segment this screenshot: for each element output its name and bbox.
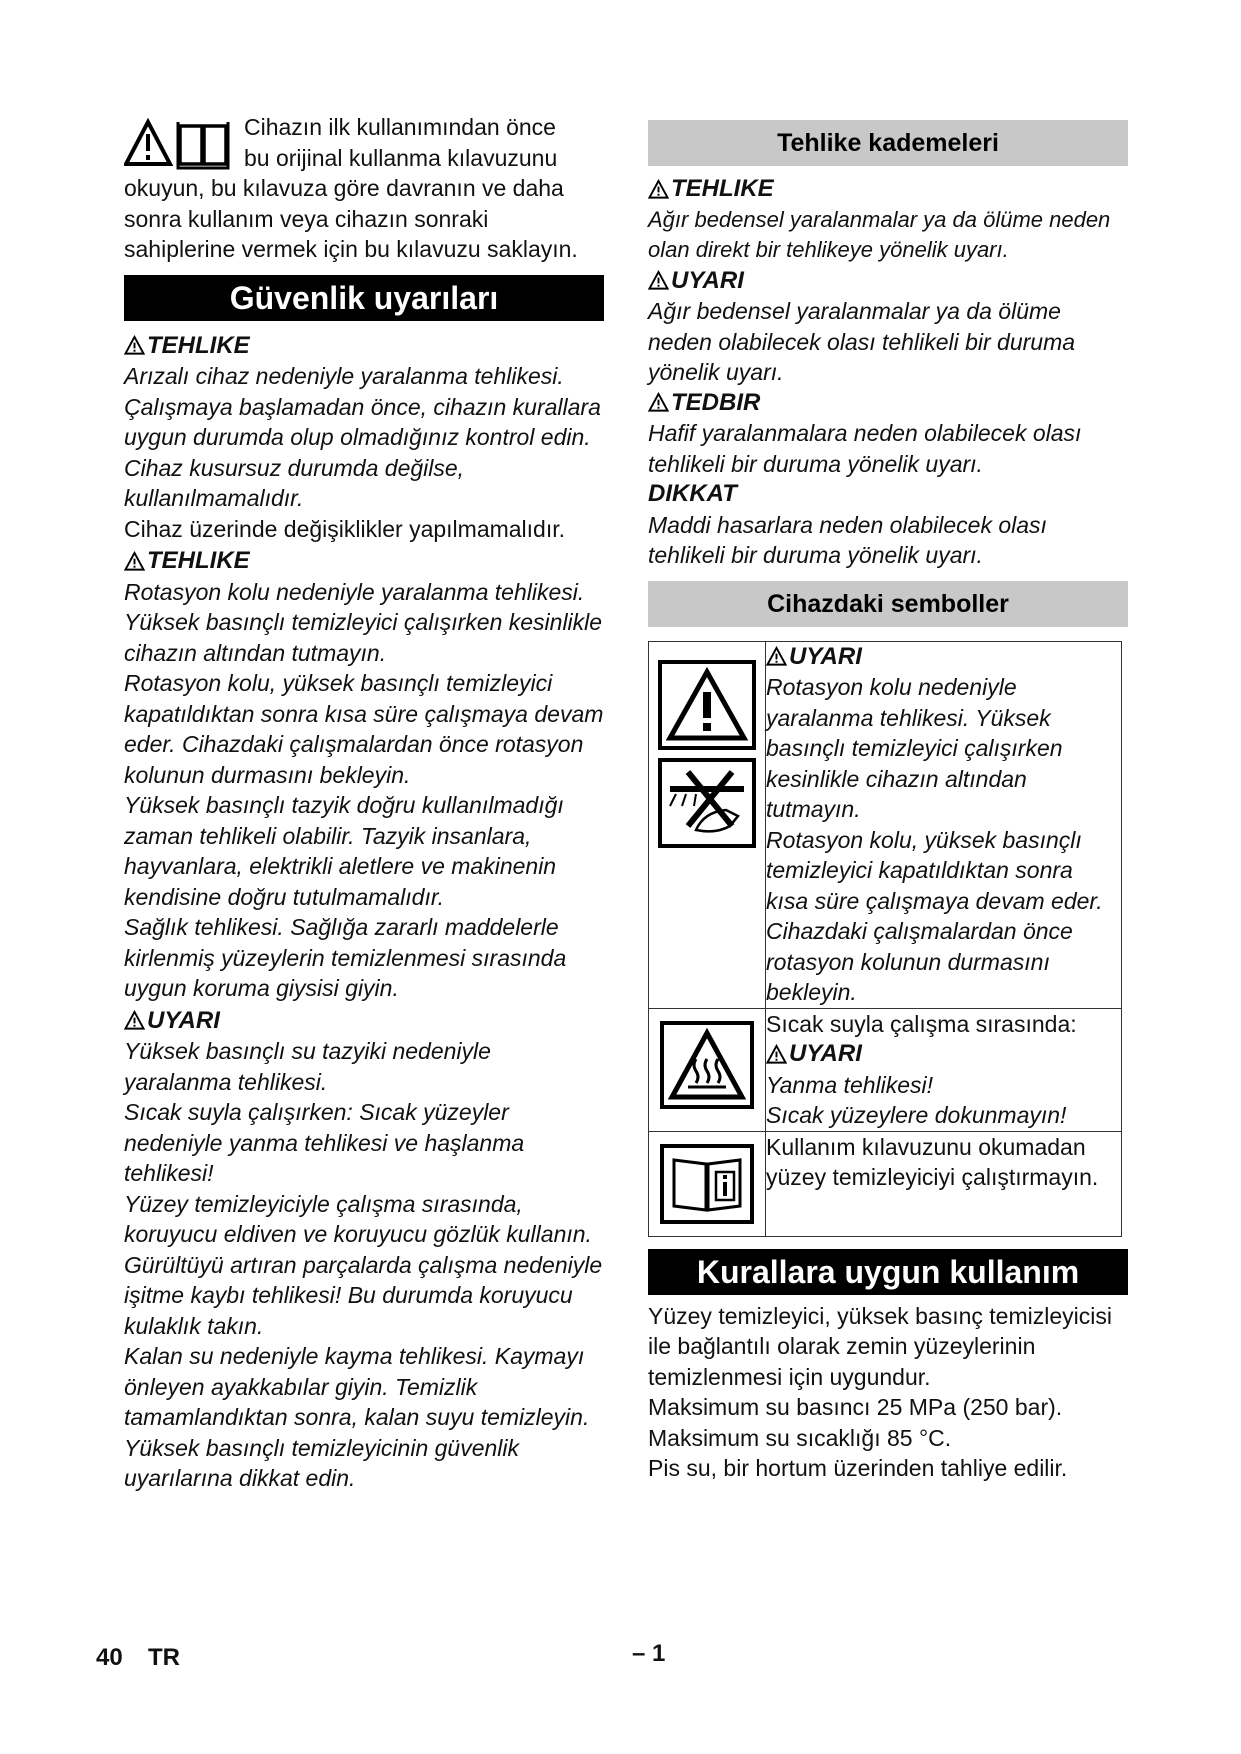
symbol-hot-text: Sıcak yüzeylere dokunmayın! [766, 1102, 1067, 1128]
danger-paragraph: Sağlık tehlikesi. Sağlığa zararlı maddelerle kirlenmiş yüzeylerin temizlenmesi sırasında uygun koruma giysisi giyin. [124, 914, 567, 1001]
danger-note: Cihaz üzerinde değişiklikler yapılmamalıdır. [124, 515, 566, 542]
usage-paragraph: Pis su, bir hortum üzerinden tahliye edilir. [648, 1455, 1068, 1481]
symbol-icon-cell [649, 1008, 766, 1131]
usage-paragraph: Maksimum su sıcaklığı 85 °C. [648, 1424, 952, 1451]
warning-manual-icon [124, 118, 230, 172]
level-label-danger: TEHLIKE [671, 175, 774, 202]
warning-paragraph: Gürültüyü artıran parçalarda çalışma nedeniyle işitme kaybı tehlikesi! Bu durumda koruyucu kulaklık takın. [124, 1251, 603, 1339]
section-heading-intended-use: Kurallara uygun kullanım [648, 1249, 1128, 1295]
symbol-manual-text: Kullanım kılavuzunu okumadan yüzey temizleyiciyi çalıştırmayın. [766, 1133, 1099, 1190]
section-heading-symbols: Cihazdaki semboller [648, 581, 1128, 627]
symbol-text-cell [766, 641, 1122, 1008]
footer-center-number: – 1 [632, 1640, 666, 1667]
intro-line-2: bu orijinal kullanma kılavuzunu [244, 144, 558, 171]
level-label-notice: DIKKAT [648, 480, 737, 507]
danger-label: TEHLIKE [147, 547, 250, 574]
hot-surface-icon [660, 1021, 754, 1109]
warning-paragraph: Yüksek basınçlı su tazyiki nedeniyle yaralanma tehlikesi. [124, 1038, 491, 1095]
symbol-row [649, 1008, 1122, 1131]
right-column [648, 120, 1128, 1484]
warning-label: UYARI [147, 1006, 220, 1034]
warning-triangle-icon [648, 392, 669, 413]
symbol-warning-text: Rotasyon kolu nedeniyle yaralanma tehlikesi. Yüksek basınçlı temizleyici çalışırken kesinlikle cihazın altından tutmayın. [766, 674, 1063, 822]
danger-paragraph: Rotasyon kolu nedeniyle yaralanma tehlikesi. Yüksek basınçlı temizleyici çalışırken kesinlikle cihazın altından tutmayın. [124, 578, 603, 666]
warning-triangle-icon [766, 1044, 787, 1065]
symbol-warning-label: UYARI [789, 642, 862, 670]
language-code: TR [148, 1644, 180, 1671]
hazard-levels [648, 174, 1128, 571]
warning-paragraph: Yüzey temizleyiciyle çalışma sırasında, koruyucu eldiven ve koruyucu gözlük kullanın. [124, 1190, 592, 1247]
section-heading-safety: Güvenlik uyarıları [124, 275, 604, 321]
warning-triangle-icon [648, 270, 669, 291]
warning-block [124, 1006, 604, 1494]
intro-text: okuyun, bu kılavuza göre davranın ve daha sonra kullanım veya cihazın sonraki sahiplerine vermek için bu kılavuzu saklayın. [124, 175, 578, 262]
symbol-row [649, 641, 1122, 1008]
level-text-notice: Maddi hasarlara neden olabilecek olası tehlikeli bir duruma yönelik uyarı. [648, 511, 1047, 568]
warning-triangle-icon [124, 335, 145, 356]
danger-block-1 [124, 331, 604, 545]
warning-rotation-arm-icon [658, 660, 756, 850]
symbol-hot-text: Yanma tehlikesi! [766, 1071, 934, 1098]
symbol-text-cell [766, 1008, 1122, 1131]
symbol-row [649, 1131, 1122, 1236]
usage-paragraph: Maksimum su basıncı 25 MPa (250 bar). [648, 1394, 1063, 1420]
warning-triangle-icon [648, 179, 669, 200]
warning-triangle-icon [766, 646, 787, 667]
warning-triangle-icon [124, 551, 145, 572]
section-heading-hazard-levels: Tehlike kademeleri [648, 120, 1128, 166]
left-column [124, 112, 604, 1494]
danger-block-2 [124, 546, 604, 1004]
level-text-caution: Hafif yaralanmalara neden olabilecek olası tehlikeli bir duruma yönelik uyarı. [648, 420, 1082, 477]
danger-paragraph: Yüksek basınçlı tazyik doğru kullanılmadığı zaman tehlikeli olabilir. Tazyik insanlara, hayvanlara, elektrikli aletlere ve makinenin kendisine doğru tutulmamalıdır. [124, 792, 564, 910]
level-text-danger: Ağır bedensel yaralanmalar ya da ölüme neden olan direkt bir tehlikeye yönelik uyarı. [648, 206, 1111, 262]
intro-line-1: Cihazın ilk kullanımından önce [244, 114, 556, 140]
warning-triangle-icon [124, 1010, 145, 1031]
danger-label: TEHLIKE [147, 331, 250, 359]
warning-paragraph: Kalan su nedeniyle kayma tehlikesi. Kaymayı önleyen ayakkabılar giyin. Temizlik tamamlandıktan sonra, kalan suyu temizleyin. [124, 1343, 590, 1430]
danger-paragraph: Rotasyon kolu, yüksek basınçlı temizleyici kapatıldıktan sonra kısa süre çalışmaya devam eder. Cihazdaki çalışmalardan önce rotasyon kolunun durmasını bekleyin. [124, 670, 604, 788]
symbol-warning-text: Rotasyon kolu, yüksek basınçlı temizleyici kapatıldıktan sonra kısa süre çalışmaya devam eder. Cihazdaki çalışmalardan önce rotasyon kolunun durmasını bekleyin. [766, 826, 1103, 1005]
read-manual-icon [660, 1144, 754, 1224]
level-label-caution: TEDBIR [671, 388, 761, 416]
warning-paragraph: Sıcak suyla çalışırken: Sıcak yüzeyler nedeniyle yanma tehlikesi ve haşlanma tehlikesi! [124, 1099, 525, 1186]
warning-paragraph: Yüksek basınçlı temizleyicinin güvenlik uyarılarına dikkat edin. [124, 1434, 520, 1491]
symbols-table [648, 641, 1122, 1237]
usage-paragraph: Yüzey temizleyici, yüksek basınç temizleyicisi ile bağlantılı olarak zemin yüzeylerinin temizlenmesi için uygundur. [648, 1302, 1112, 1390]
symbol-text-cell [766, 1131, 1122, 1236]
symbol-hot-intro: Sıcak suyla çalışma sırasında: [766, 1010, 1077, 1037]
level-label-warning: UYARI [671, 266, 744, 294]
symbol-icon-cell [649, 1131, 766, 1236]
intro-block [124, 112, 604, 265]
intended-use-block [648, 1301, 1128, 1484]
level-text-warning: Ağır bedensel yaralanmalar ya da ölüme neden olabilecek olası tehlikeli bir duruma yönelik uyarı. [648, 298, 1076, 385]
symbol-icon-cell [649, 641, 766, 1008]
page-number: 40 [96, 1644, 123, 1671]
danger-text: Arızalı cihaz nedeniyle yaralanma tehlikesi. Çalışmaya başlamadan önce, cihazın kurallara uygun durumda olup olmadığınız kontrol edin. Cihaz kusursuz durumda değilse, kullanılmamalıdır. [124, 363, 601, 511]
symbol-warning-label: UYARI [789, 1040, 862, 1067]
